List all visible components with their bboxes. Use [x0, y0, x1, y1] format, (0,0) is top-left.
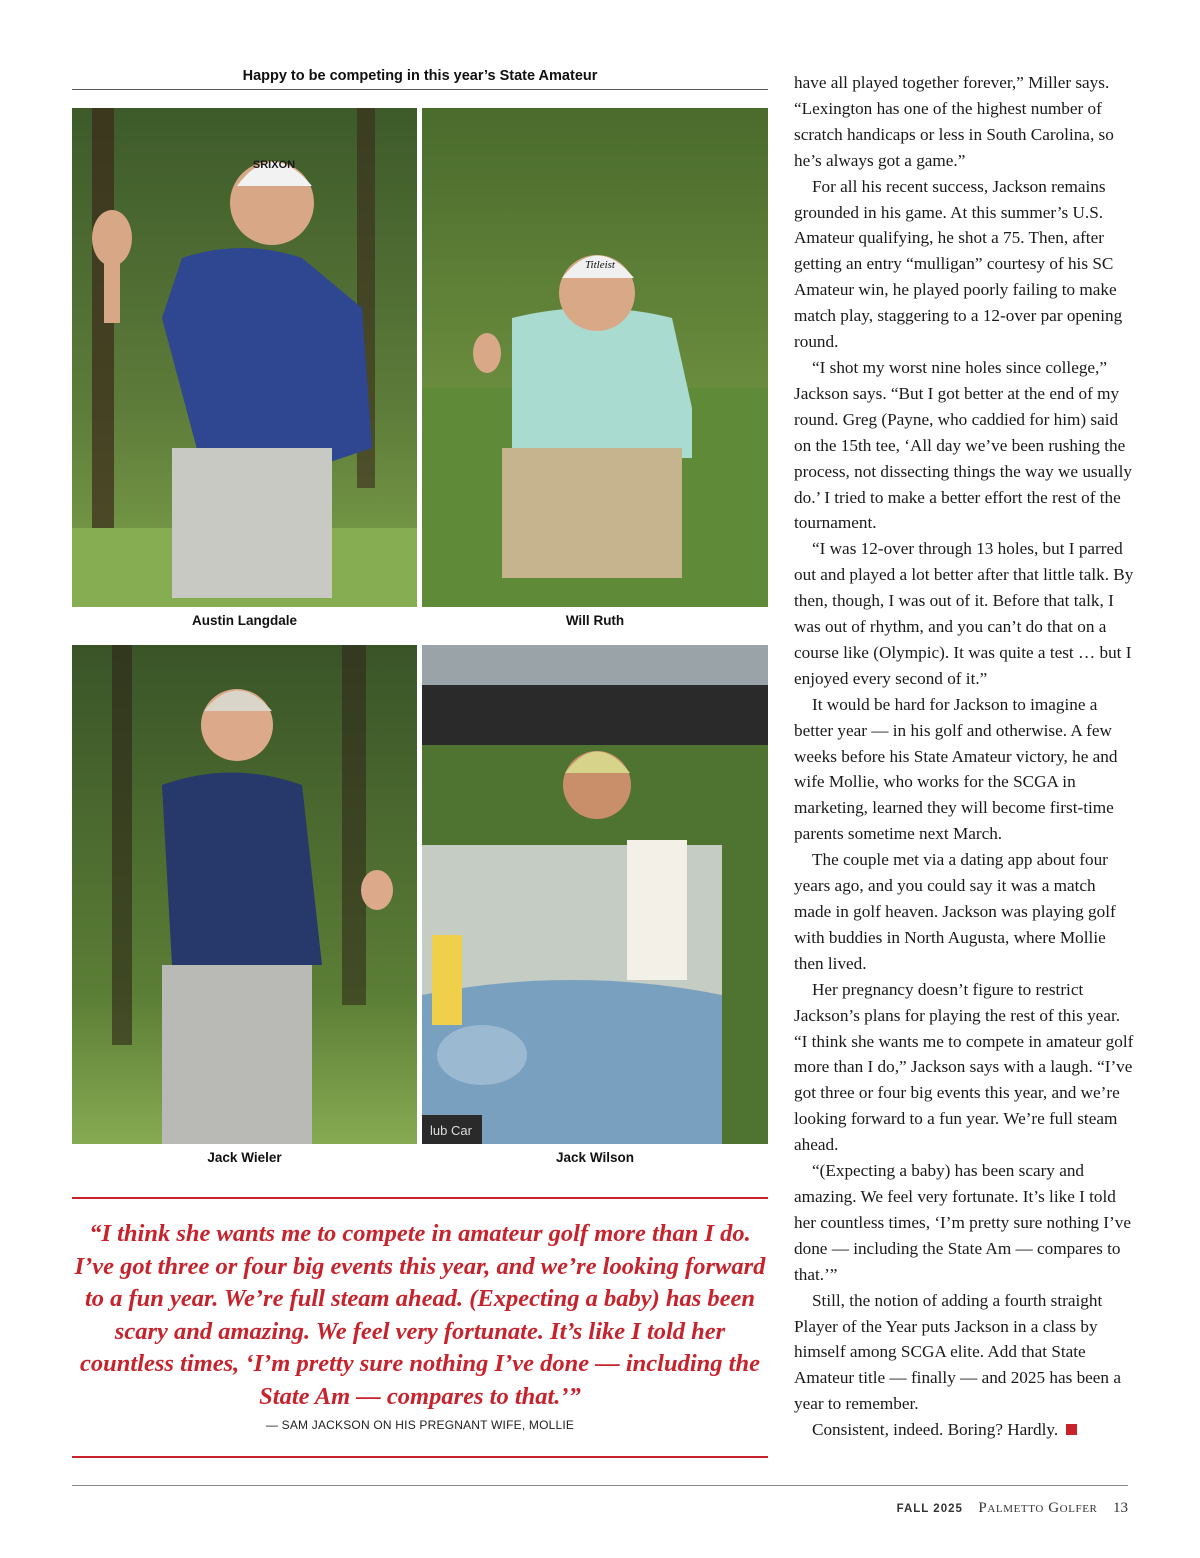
title-divider: [72, 89, 768, 90]
pullquote-bottom-rule: [72, 1456, 768, 1458]
gallery-title: Happy to be competing in this year’s State Amateur: [242, 68, 598, 84]
pullquote-attribution: — SAM JACKSON ON HIS PREGNANT WIFE, MOLLIE: [265, 1418, 575, 1432]
end-mark-icon: [1066, 1424, 1077, 1435]
pullquote-top-rule: [72, 1197, 768, 1199]
footer-season: FALL 2025: [896, 1503, 963, 1515]
article-body: [794, 70, 1134, 1443]
cart-brand-text: lub Car: [430, 1123, 472, 1138]
cap-logo-text: SRIXON: [252, 159, 296, 171]
article-paragraph: “(Expecting a baby) has been scary and amazing. We feel very fortunate. It’s like I told her countless times, ‘I’m pretty sure nothing I’ve done — including the State Am — compares to that.’”: [794, 1161, 1131, 1284]
article-paragraph-text: Consistent, indeed. Boring? Hardly.: [812, 1420, 1059, 1440]
article-paragraph: “I shot my worst nine holes since college,” Jackson says. “But I got better at the end of my round. Greg (Payne, who caddied for him) said on the 15th tee, ‘All day we’ve been rushing the process, not dissecting things the way we usually do.’ I tried to make a better effort the rest of the tournament.: [794, 357, 1132, 533]
photo-jack-wilson: [422, 645, 768, 1144]
photo-will-ruth: [422, 108, 768, 607]
caption-jack-wieler: Jack Wieler: [207, 1150, 282, 1165]
photo-austin-langdale: [72, 108, 417, 607]
article-paragraph: have all played together forever,” Miller says. “Lexington has one of the highest number of scratch handicaps or less in South Carolina, so he’s always got a game.”: [794, 73, 1114, 170]
article-paragraph: Her pregnancy doesn’t figure to restrict Jackson’s plans for playing the rest of this year. “I think she wants me to compete in amateur golf more than I do,” Jackson says with a laugh. “I’ve got three or four big events this year, and we’re looking forward to a fun year. We’re full steam ahead.: [794, 979, 1134, 1155]
footer-divider: [72, 1485, 1128, 1486]
article-last-paragraph: [794, 1417, 1134, 1443]
article-paragraph: It would be hard for Jackson to imagine a better year — in his golf and otherwise. A few weeks before his State Amateur victory, he and wife Mollie, who works for the SCGA in marketing, learned they will become first-time parents sometime next March.: [794, 694, 1118, 844]
page-footer: [897, 1500, 1128, 1517]
cap-logo-text: Titleist: [585, 259, 615, 271]
caption-will-ruth: Will Ruth: [565, 613, 625, 628]
article-paragraph: For all his recent success, Jackson remains grounded in his game. At this summer’s U.S. Amateur qualifying, he shot a 75. Then, after getting an entry “mulligan” courtesy of his SC Amateur win, he played poorly failing to make match play, staggering to a 12-over par opening round.: [794, 176, 1123, 352]
article-paragraph: Still, the notion of adding a fourth straight Player of the Year puts Jackson in a class by himself among SCGA elite. Add that State Amateur title — finally — and 2025 has been a year to remember.: [794, 1290, 1121, 1414]
caption-austin-langdale: Austin Langdale: [191, 613, 297, 628]
caption-jack-wilson: Jack Wilson: [556, 1150, 634, 1165]
article-paragraph: The couple met via a dating app about four years ago, and you could say it was a match made in golf heaven. Jackson was playing golf with buddies in North Augusta, where Mollie then lived.: [794, 850, 1116, 973]
pullquote: “I think she wants me to compete in amateur golf more than I do. I’ve got three or four big events this year, and we’re looking forward to a fun year. We’re full steam ahead. (Expecting a baby) has been scary and amazing. We feel very fortunate. It’s like I told her countless times, ‘I’m pretty sure nothing I’ve done — including the State Am — compares to that.’”: [74, 1220, 766, 1410]
photo-jack-wieler: [72, 645, 417, 1144]
footer-publication: Palmetto Golfer: [978, 1500, 1098, 1516]
page-number: 13: [1113, 1500, 1128, 1516]
article-paragraph: “I was 12-over through 13 holes, but I parred out and played a lot better after that little talk. By then, though, I was out of it. Before that talk, I was out of rhythm, and you can’t do that on a course like (Olympic). It was quite a test … but I enjoyed every second of it.”: [794, 539, 1134, 688]
